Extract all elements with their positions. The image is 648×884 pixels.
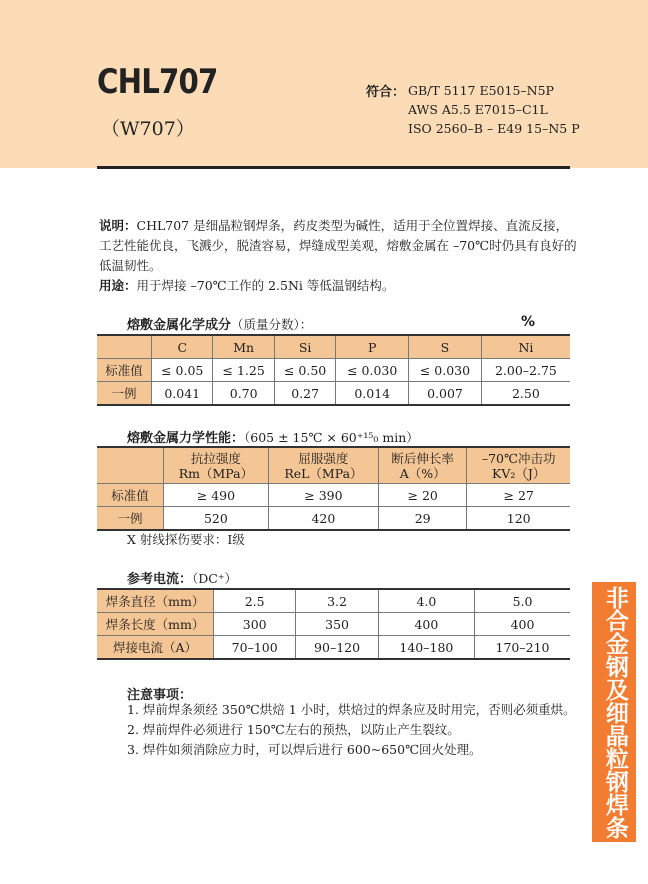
table-cell: ≤ 0.05 bbox=[152, 359, 213, 382]
current-heading bbox=[127, 568, 237, 587]
table-row bbox=[97, 359, 570, 382]
chemistry-note: （质量分数）： bbox=[231, 317, 313, 332]
note-item: 1. 焊前焊条须经 350℃烘焙 1 小时，烘焙过的焊条应及时用完，否则必须重烘。 bbox=[127, 702, 576, 717]
table-cell: 29 bbox=[379, 507, 467, 531]
table-cell: 4.0 bbox=[378, 589, 474, 613]
header-line: ReL（MPa） bbox=[284, 465, 363, 481]
table-cell: 170–210 bbox=[475, 636, 570, 660]
current-title: 参考电流： bbox=[127, 572, 193, 587]
table-cell: 2.00–2.75 bbox=[481, 359, 570, 382]
header-line: Rm（MPa） bbox=[178, 465, 254, 481]
table-cell: ≤ 1.25 bbox=[213, 359, 274, 382]
header-line: 断后伸长率 bbox=[391, 450, 454, 466]
standard-iso: ISO 2560–B – E49 15–N5 P bbox=[408, 121, 580, 136]
standard-gb: GB/T 5117 E5015–N5P bbox=[408, 83, 554, 98]
chemistry-title: 熔敷金属化学成分 bbox=[127, 318, 232, 333]
mechanical-heading bbox=[127, 427, 419, 446]
conform-label: 符合： bbox=[366, 85, 406, 100]
table-cell: 0.007 bbox=[409, 382, 482, 406]
table-header-cell: Ni bbox=[481, 335, 570, 359]
notes-title: 注意事项： bbox=[127, 688, 193, 703]
table-header-cell: P bbox=[336, 335, 409, 359]
table-cell: ≤ 0.030 bbox=[409, 359, 482, 382]
standards-list bbox=[408, 81, 580, 138]
table-header-cell bbox=[97, 447, 164, 484]
row-label: 一例 bbox=[97, 507, 164, 531]
table-cell: 0.014 bbox=[336, 382, 409, 406]
xray-requirement: X 射线探伤要求：Ⅰ级 bbox=[127, 532, 245, 547]
notes-list bbox=[99, 700, 577, 760]
table-header-cell bbox=[97, 335, 152, 359]
mechanical-condition: （605 ± 15℃ × 60⁺¹⁵₀ min） bbox=[244, 430, 419, 445]
table-cell: 420 bbox=[268, 507, 378, 531]
row-label: 标准值 bbox=[97, 359, 152, 382]
mechanical-title: 熔敷金属力学性能： bbox=[127, 431, 245, 446]
table-header-cell: S bbox=[409, 335, 482, 359]
category-sidebar: 非合金钢及细晶粒钢焊条 bbox=[592, 582, 636, 842]
product-model: CHL707 bbox=[97, 62, 218, 102]
row-label: 标准值 bbox=[97, 484, 164, 507]
table-header-cell: C bbox=[152, 335, 213, 359]
table-row bbox=[97, 636, 570, 660]
table-header-cell: Mn bbox=[213, 335, 274, 359]
standard-aws: AWS A5.5 E7015–C1L bbox=[408, 102, 548, 117]
table-row bbox=[97, 589, 570, 613]
table-cell: 2.50 bbox=[481, 382, 570, 406]
chemistry-heading bbox=[127, 314, 312, 333]
table-cell: 5.0 bbox=[475, 589, 570, 613]
table-row bbox=[97, 613, 570, 636]
table-cell: 0.041 bbox=[152, 382, 213, 406]
table-header-row bbox=[97, 447, 570, 484]
table-cell: ≥ 27 bbox=[467, 484, 570, 507]
table-cell: ≤ 0.030 bbox=[336, 359, 409, 382]
current-polarity: （DC⁺） bbox=[192, 571, 237, 586]
table-cell: ≥ 20 bbox=[379, 484, 467, 507]
description-text: CHL707 是细晶粒钢焊条，药皮类型为碱性，适用于全位置焊接、直流反接，工艺性能优良，飞溅少，脱渣容易，焊缝成型美观，熔敷金属在 –70℃时仍具有良好的低温韧性。 bbox=[99, 218, 577, 273]
description-label: 说明： bbox=[99, 218, 137, 233]
description bbox=[99, 216, 577, 276]
row-label: 焊条直径（mm） bbox=[97, 589, 214, 613]
table-header-cell: Si bbox=[274, 335, 335, 359]
table-cell: 140–180 bbox=[378, 636, 474, 660]
usage bbox=[99, 276, 577, 296]
table-cell: 70–100 bbox=[214, 636, 296, 660]
table-row bbox=[97, 382, 570, 406]
table-cell: 350 bbox=[296, 613, 378, 636]
note-item: 2. 焊前焊件必须进行 150℃左右的预热，以防止产生裂纹。 bbox=[127, 722, 460, 737]
current-table bbox=[97, 588, 570, 660]
row-label: 焊条长度（mm） bbox=[97, 613, 214, 636]
chemistry-table bbox=[97, 334, 570, 406]
mechanical-table bbox=[97, 446, 570, 531]
table-cell: 400 bbox=[475, 613, 570, 636]
table-cell: 90–120 bbox=[296, 636, 378, 660]
header-rule bbox=[97, 166, 570, 169]
row-label: 焊接电流（A） bbox=[97, 636, 214, 660]
table-cell: 120 bbox=[467, 507, 570, 531]
header-line: A（%） bbox=[399, 465, 446, 481]
row-label: 一例 bbox=[97, 382, 152, 406]
header-line: KV₂（J） bbox=[491, 465, 546, 481]
table-cell: 0.27 bbox=[274, 382, 335, 406]
header-line: –70℃冲击功 bbox=[481, 450, 556, 466]
table-row bbox=[97, 484, 570, 507]
table-header-row bbox=[97, 335, 570, 359]
table-cell: 400 bbox=[378, 613, 474, 636]
table-cell: ≥ 390 bbox=[268, 484, 378, 507]
table-cell: 520 bbox=[164, 507, 269, 531]
product-alias: （W707） bbox=[101, 118, 195, 140]
usage-text: 用于焊接 –70℃工作的 2.5Ni 等低温钢结构。 bbox=[136, 278, 395, 293]
table-row bbox=[97, 507, 570, 531]
chemistry-unit: % bbox=[521, 314, 536, 330]
header-line: 抗拉强度 bbox=[190, 450, 241, 466]
table-cell: ≤ 0.50 bbox=[274, 359, 335, 382]
table-cell: 300 bbox=[214, 613, 296, 636]
table-cell: 2.5 bbox=[214, 589, 296, 613]
header-line: 屈服强度 bbox=[298, 450, 349, 466]
note-item: 3. 焊件如须消除应力时，可以焊后进行 600~650℃回火处理。 bbox=[127, 742, 482, 757]
table-header-cell bbox=[467, 447, 570, 484]
table-cell: ≥ 490 bbox=[164, 484, 269, 507]
table-cell: 3.2 bbox=[296, 589, 378, 613]
table-header-cell bbox=[268, 447, 378, 484]
table-header-cell bbox=[379, 447, 467, 484]
usage-label: 用途： bbox=[99, 278, 137, 293]
table-header-cell bbox=[164, 447, 269, 484]
table-cell: 0.70 bbox=[213, 382, 274, 406]
